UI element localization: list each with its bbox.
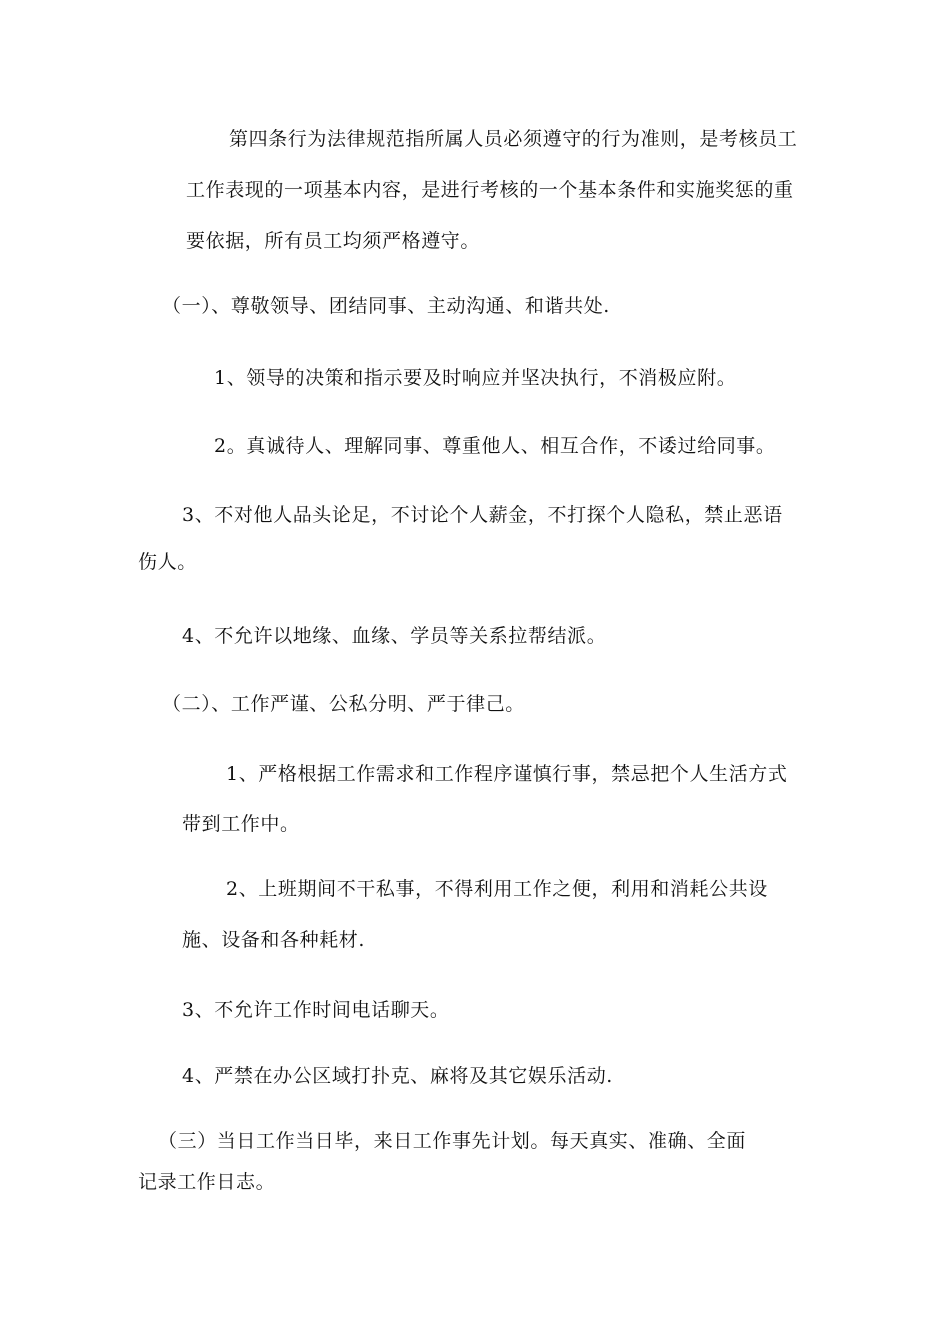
intro-line-3: 要依据，所有员工均须严格遵守。 <box>186 230 481 252</box>
section-3-line-2: 记录工作日志。 <box>138 1171 276 1193</box>
intro-line-1: 第四条行为法律规范指所属人员必须遵守的行为准则，是考核员工 <box>229 128 798 150</box>
section-1-item-2: 2。真诚待人、理解同事、尊重他人、相互合作，不诿过给同事。 <box>214 435 776 457</box>
section-2-heading: （二）、工作严谨、公私分明、严于律己。 <box>162 693 525 715</box>
section-1-heading: （一）、尊敬领导、团结同事、主动沟通、和谐共处. <box>162 295 610 317</box>
section-1-item-3-line-2: 伤人。 <box>138 551 197 573</box>
section-3-line-1: （三）当日工作当日毕，来日工作事先计划。每天真实、准确、全面 <box>158 1130 747 1152</box>
section-2-item-2-line-2: 施、设备和各种耗材. <box>182 929 366 951</box>
section-2-item-2-line-1: 2、上班期间不干私事，不得利用工作之便，利用和消耗公共设 <box>226 878 768 900</box>
section-1-item-1: 1、领导的决策和指示要及时响应并坚决执行，不消极应附。 <box>214 367 737 389</box>
section-2-item-1-line-1: 1、严格根据工作需求和工作程序谨慎行事，禁忌把个人生活方式 <box>226 763 788 785</box>
section-1-item-3-line-1: 3、不对他人品头论足，不讨论个人薪金，不打探个人隐私，禁止恶语 <box>182 504 783 526</box>
section-2-item-4: 4、严禁在办公区域打扑克、麻将及其它娱乐活动. <box>182 1065 613 1087</box>
section-2-item-1-line-2: 带到工作中。 <box>182 813 300 835</box>
section-1-item-4: 4、不允许以地缘、血缘、学员等关系拉帮结派。 <box>182 625 607 647</box>
section-2-item-3: 3、不允许工作时间电话聊天。 <box>182 999 450 1021</box>
intro-line-2: 工作表现的一项基本内容，是进行考核的一个基本条件和实施奖惩的重 <box>186 179 794 201</box>
